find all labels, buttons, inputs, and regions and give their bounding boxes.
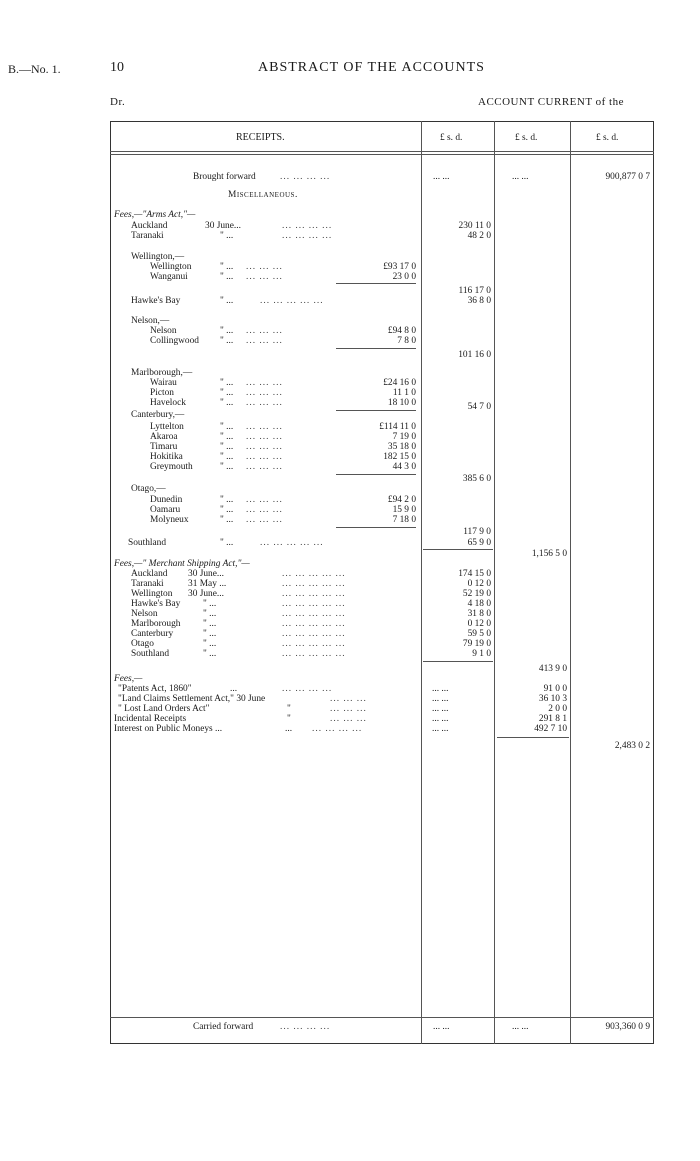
leader-dots: ... ... ... ... (280, 172, 331, 182)
header-rule (110, 151, 654, 152)
subtotal-rule (336, 283, 416, 284)
miscellaneous-heading: Miscellaneous. (228, 190, 298, 200)
row-name: Wellington (131, 589, 173, 599)
carried-forward-col1: ... ... (433, 1022, 450, 1032)
row-name: Nelson (131, 609, 158, 619)
amount: 79 19 0 (462, 639, 491, 649)
footer-rule (110, 1017, 654, 1018)
amount: 0 12 0 (467, 619, 491, 629)
row-name: Auckland (131, 569, 168, 579)
group-total: 117 9 0 (463, 527, 491, 537)
amount: 36 8 0 (467, 296, 491, 306)
group-total: 385 6 0 (462, 474, 491, 484)
row-name: Otago (131, 639, 154, 649)
row-date: " (287, 704, 291, 714)
leader-dots: ... ... ... (246, 272, 283, 282)
sub-amount: 11 1 0 (392, 388, 416, 398)
row-date: " ... (203, 629, 217, 639)
amount: 4 18 0 (467, 599, 491, 609)
sub-date: " ... (220, 326, 234, 336)
row-name: Southland (128, 538, 167, 548)
sub-name: Oamaru (150, 505, 181, 515)
subtotal-rule (423, 549, 493, 550)
sub-name: Wellington (150, 262, 192, 272)
sub-name: Nelson (150, 326, 177, 336)
column-divider (494, 121, 495, 1044)
amount: 291 8 1 (538, 714, 567, 724)
sub-amount: 182 15 0 (383, 452, 416, 462)
sub-amount: £94 8 0 (387, 326, 416, 336)
leader-dots: ... ... ... (330, 694, 367, 704)
sub-name: Wanganui (150, 272, 188, 282)
brought-forward-col2: ... ... (512, 172, 529, 182)
sub-name: Timaru (150, 442, 178, 452)
sub-date: " ... (220, 398, 234, 408)
row-name: Interest on Public Moneys ... (114, 724, 223, 734)
sub-date: " ... (220, 495, 234, 505)
sub-name: Wairau (150, 378, 177, 388)
subtotal-rule (336, 410, 416, 411)
leader-dots: ... ... ... (246, 505, 283, 515)
page-number: 10 (110, 60, 124, 75)
row-name: Hawke's Bay (131, 599, 181, 609)
sub-name: Lyttelton (150, 422, 184, 432)
group-heading: Canterbury,— (131, 410, 185, 420)
sub-amount: £24 16 0 (383, 378, 416, 388)
other-fees-heading: Fees,— (114, 674, 143, 684)
column-1-heading: £ s. d. (440, 133, 463, 143)
sub-amount: £114 11 0 (379, 422, 416, 432)
amount: 174 15 0 (458, 569, 491, 579)
row-date: " (287, 714, 291, 724)
row-name: Incidental Receipts (114, 714, 187, 724)
row-date: " ... (203, 619, 217, 629)
column-2-heading: £ s. d. (515, 133, 538, 143)
debit-label: Dr. (110, 96, 126, 108)
row-date: ... (285, 724, 293, 734)
amount: 0 12 0 (467, 579, 491, 589)
column-3-heading: £ s. d. (596, 133, 619, 143)
leader-dots: ... ... ... (246, 388, 283, 398)
sub-amount: £93 17 0 (383, 262, 416, 272)
leader-dots: ... ... ... (246, 452, 283, 462)
sub-amount: 44 3 0 (392, 462, 416, 472)
sub-name: Havelock (150, 398, 186, 408)
subtotal-rule (336, 474, 416, 475)
col1-placeholder: ... ... (432, 694, 449, 704)
sub-date: " ... (220, 505, 234, 515)
carried-forward-label: Carried forward (193, 1022, 254, 1032)
amount: 48 2 0 (467, 231, 491, 241)
page-title: ABSTRACT OF THE ACCOUNTS (258, 60, 485, 75)
sub-date: " ... (220, 515, 234, 525)
col1-placeholder: ... ... (432, 724, 449, 734)
sub-amount: 7 18 0 (392, 515, 416, 525)
group-heading: Otago,— (131, 484, 166, 494)
row-name: " Lost Land Orders Act" (118, 704, 210, 714)
leader-dots: ... ... ... (246, 515, 283, 525)
sub-name: Hokitika (150, 452, 183, 462)
shipping-act-heading: Fees,—" Merchant Shipping Act,"— (114, 559, 250, 569)
leader-dots: ... ... ... (246, 495, 283, 505)
sub-name: Greymouth (150, 462, 193, 472)
grand-total: 2,483 0 2 (614, 741, 650, 751)
sub-name: Picton (150, 388, 174, 398)
leader-dots: ... ... ... ... ... (282, 579, 346, 589)
amount: 36 10 3 (538, 694, 567, 704)
sub-amount: 35 18 0 (387, 442, 416, 452)
group-total: 54 7 0 (467, 402, 491, 412)
leader-dots: ... ... ... ... ... (260, 296, 324, 306)
sub-date: " ... (220, 422, 234, 432)
amount: 31 8 0 (467, 609, 491, 619)
row-date: 30 June... (205, 221, 241, 231)
leader-dots: ... ... ... ... (312, 724, 363, 734)
row-date: " ... (220, 231, 234, 241)
leader-dots: ... ... ... (246, 462, 283, 472)
group-heading: Marlborough,— (131, 368, 193, 378)
sub-name: Collingwood (150, 336, 199, 346)
leader-dots: ... ... ... (246, 262, 283, 272)
carried-forward-total: 903,360 0 9 (605, 1022, 650, 1032)
group-heading: Nelson,— (131, 316, 170, 326)
column-divider (570, 121, 571, 1044)
row-date: " ... (203, 609, 217, 619)
subtotal-rule (423, 661, 493, 662)
col1-placeholder: ... ... (432, 704, 449, 714)
leader-dots: ... ... ... ... (282, 684, 333, 694)
row-date: " ... (203, 639, 217, 649)
leader-dots: ... ... ... (246, 442, 283, 452)
leader-dots: ... ... ... ... (282, 221, 333, 231)
amount: 59 5 0 (467, 629, 491, 639)
sub-date: " ... (220, 272, 234, 282)
leader-dots: ... ... ... ... ... (282, 599, 346, 609)
amount: 52 19 0 (462, 589, 491, 599)
amount: 2 0 0 (548, 704, 567, 714)
row-name: Marlborough (131, 619, 181, 629)
leader-dots: ... ... ... (246, 336, 283, 346)
row-name: Taranaki (131, 579, 164, 589)
group-heading: Wellington,— (131, 252, 185, 262)
section-total: 413 9 0 (538, 664, 567, 674)
leader-dots: ... ... ... (246, 432, 283, 442)
leader-dots: ... ... ... ... ... (282, 629, 346, 639)
sub-date: " ... (220, 262, 234, 272)
row-date: " ... (220, 296, 234, 306)
col1-placeholder: ... ... (432, 714, 449, 724)
subtotal-rule (497, 737, 569, 738)
row-name: Hawke's Bay (131, 296, 181, 306)
leader-dots: ... ... ... ... ... (282, 649, 346, 659)
row-date: ... (230, 684, 238, 694)
header-rule (110, 154, 654, 155)
sub-name: Akaroa (150, 432, 178, 442)
sub-amount: 15 9 0 (392, 505, 416, 515)
leader-dots: ... ... ... (246, 326, 283, 336)
account-current-label: ACCOUNT CURRENT of the (478, 96, 624, 108)
row-date: " ... (203, 599, 217, 609)
carried-forward-col2: ... ... (512, 1022, 529, 1032)
leader-dots: ... ... ... ... ... (282, 619, 346, 629)
amount: 492 7 10 (534, 724, 567, 734)
row-name: Auckland (131, 221, 168, 231)
sub-name: Molyneux (150, 515, 189, 525)
subtotal-rule (336, 527, 416, 528)
row-name: "Land Claims Settlement Act," 30 June (118, 694, 266, 704)
col1-placeholder: ... ... (432, 684, 449, 694)
arms-act-heading: Fees,—"Arms Act,"— (114, 210, 196, 220)
leader-dots: ... ... ... ... ... (282, 589, 346, 599)
leader-dots: ... ... ... ... ... (260, 538, 324, 548)
row-date: 30 June... (188, 589, 224, 599)
leader-dots: ... ... ... ... ... (282, 639, 346, 649)
brought-forward-label: Brought forward (193, 172, 256, 182)
row-name: "Patents Act, 1860" (118, 684, 192, 694)
amount: 9 1 0 (472, 649, 491, 659)
leader-dots: ... ... ... ... (282, 231, 333, 241)
sub-amount: 7 8 0 (397, 336, 416, 346)
sub-amount: 23 0 0 (392, 272, 416, 282)
sub-date: " ... (220, 452, 234, 462)
document-reference: B.—No. 1. (8, 62, 61, 76)
sub-amount: 7 19 0 (392, 432, 416, 442)
sub-date: " ... (220, 388, 234, 398)
brought-forward-col1: ... ... (433, 172, 450, 182)
row-date: 31 May ... (188, 579, 227, 589)
sub-date: " ... (220, 432, 234, 442)
leader-dots: ... ... ... ... ... (282, 569, 346, 579)
receipts-heading: RECEIPTS. (236, 132, 285, 143)
column-divider (421, 121, 422, 1044)
amount: 230 11 0 (458, 221, 491, 231)
group-total: 116 17 0 (458, 286, 491, 296)
sub-amount: 18 10 0 (387, 398, 416, 408)
leader-dots: ... ... ... (246, 422, 283, 432)
brought-forward-total: 900,877 0 7 (605, 172, 650, 182)
group-total: 101 16 0 (458, 350, 491, 360)
sub-amount: £94 2 0 (387, 495, 416, 505)
subtotal-rule (336, 348, 416, 349)
row-date: " ... (220, 538, 234, 548)
row-date: 30 June... (188, 569, 224, 579)
leader-dots: ... ... ... (330, 714, 367, 724)
leader-dots: ... ... ... (330, 704, 367, 714)
row-name: Canterbury (131, 629, 174, 639)
section-total: 1,156 5 0 (531, 549, 567, 559)
sub-name: Dunedin (150, 495, 183, 505)
row-name: Taranaki (131, 231, 164, 241)
leader-dots: ... ... ... (246, 398, 283, 408)
sub-date: " ... (220, 442, 234, 452)
leader-dots: ... ... ... ... (280, 1022, 331, 1032)
sub-date: " ... (220, 336, 234, 346)
row-date: " ... (203, 649, 217, 659)
leader-dots: ... ... ... (246, 378, 283, 388)
amount: 65 9 0 (467, 538, 491, 548)
sub-date: " ... (220, 462, 234, 472)
row-name: Southland (131, 649, 170, 659)
sub-date: " ... (220, 378, 234, 388)
amount: 91 0 0 (543, 684, 567, 694)
leader-dots: ... ... ... ... ... (282, 609, 346, 619)
